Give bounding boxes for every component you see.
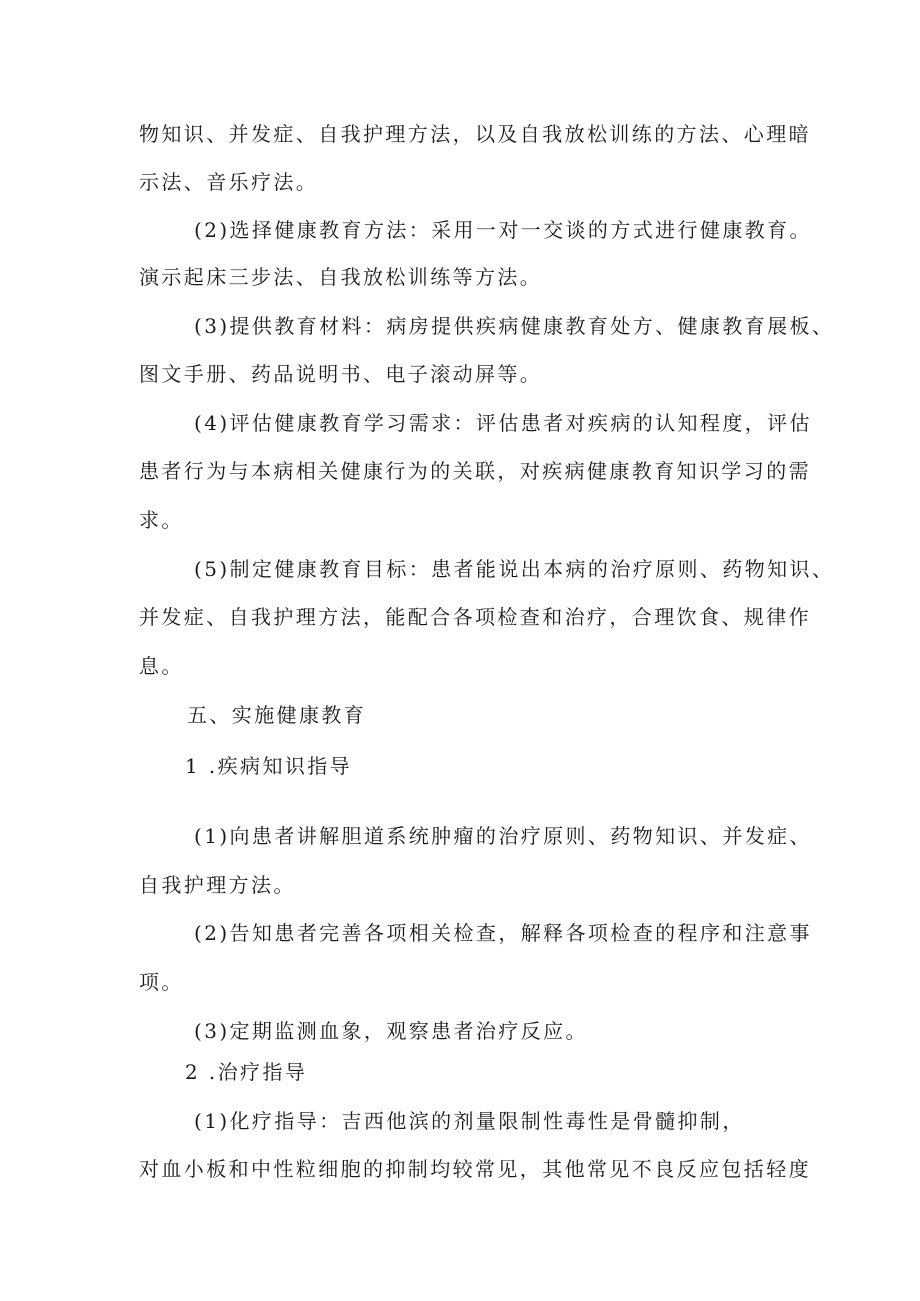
text-line: 求。	[139, 508, 184, 532]
text-line: 对血小板和中性粒细胞的抑制均较常见，其他常见不良反应包括轻度	[139, 1157, 811, 1181]
text-line: (2)选择健康教育方法：采用一对一交谈的方式进行健康教育。	[194, 218, 812, 242]
text-line: (1)向患者讲解胆道系统肿瘤的治疗原则、药物知识、并发症、	[194, 824, 812, 848]
text-line: 图文手册、药品说明书、电子滚动屏等。	[139, 362, 543, 386]
text-line: (5)制定健康教育目标：患者能说出本病的治疗原则、药物知识、	[194, 557, 835, 581]
section-heading: 五、实施健康教育	[187, 703, 367, 727]
text-line: 项。	[139, 970, 184, 994]
text-line: (3)提供教育材料：病房提供疾病健康教育处方、健康教育展板、	[194, 314, 835, 338]
text-line: 息。	[139, 654, 184, 678]
text-line: 并发症、自我护理方法，能配合各项检查和治疗，合理饮食、规律作	[139, 605, 811, 629]
text-line: 示法、音乐疗法。	[139, 170, 319, 194]
subsection-heading: 2 .治疗指导	[185, 1060, 308, 1084]
text-line: 物知识、并发症、自我护理方法，以及自我放松训练的方法、心理暗	[139, 122, 811, 146]
text-line: 演示起床三步法、自我放松训练等方法。	[139, 265, 543, 289]
text-line: (2)告知患者完善各项相关检查，解释各项检查的程序和注意事	[194, 921, 812, 945]
text-line: (4)评估健康教育学习需求：评估患者对疾病的认知程度，评估	[194, 411, 812, 435]
text-line: (1)化疗指导：吉西他滨的剂量限制性毒性是骨髓抑制，	[194, 1109, 745, 1133]
text-line: 患者行为与本病相关健康行为的关联，对疾病健康教育知识学习的需	[139, 459, 811, 483]
text-line: 自我护理方法。	[139, 873, 296, 897]
subsection-heading: 1 .疾病知识指导	[185, 754, 353, 778]
text-line: (3)定期监测血象，观察患者治疗反应。	[194, 1019, 588, 1043]
